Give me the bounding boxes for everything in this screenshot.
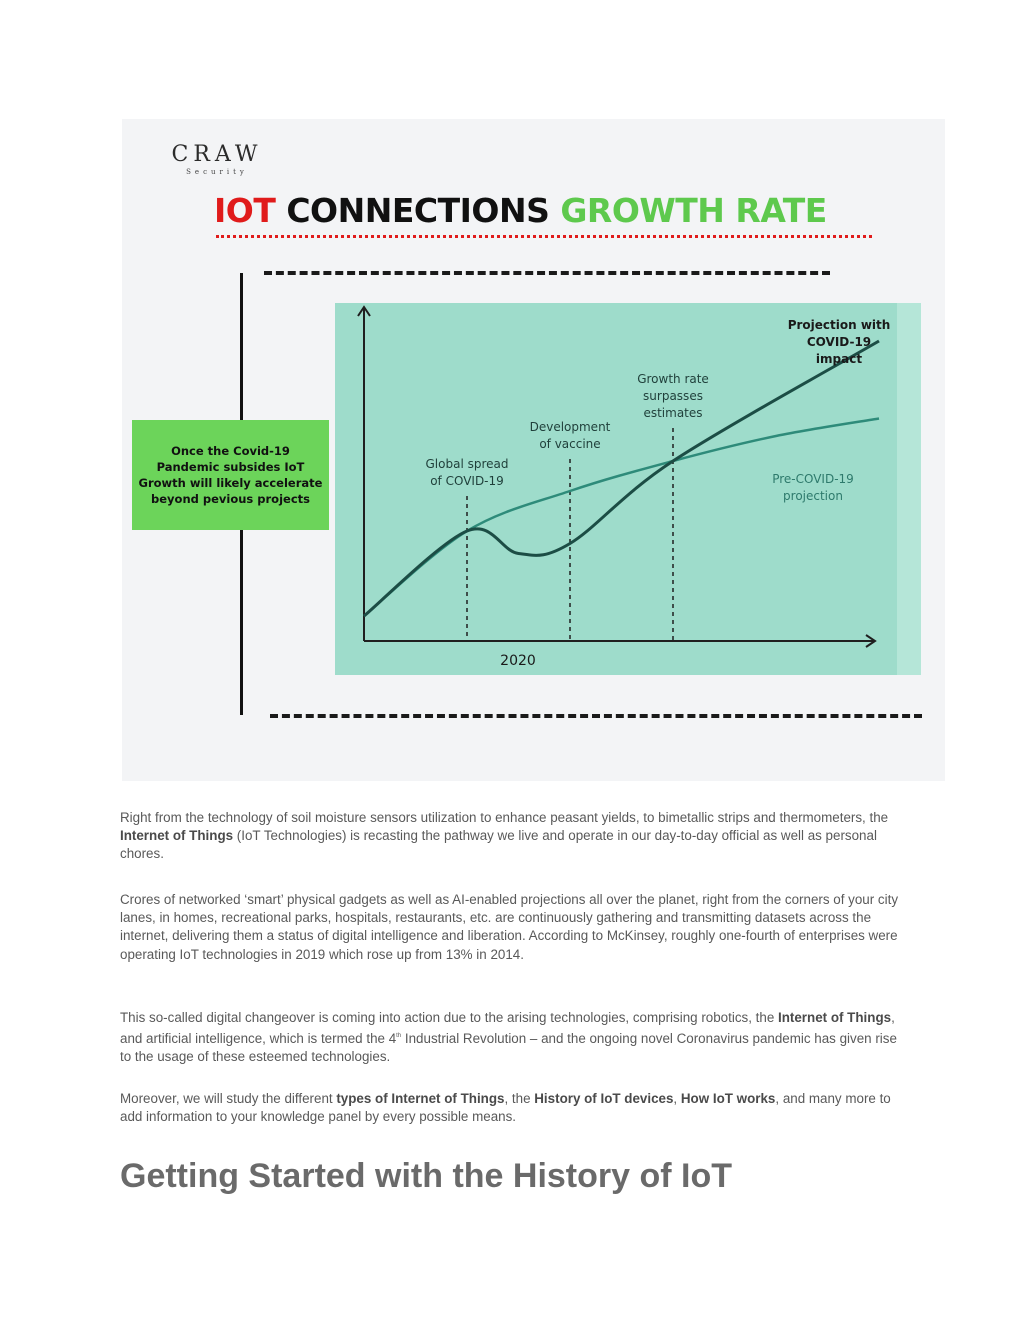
- brand-logo: [167, 142, 267, 177]
- p4-text-a: Moreover, we will study the different: [120, 1091, 337, 1106]
- x-tick-label-2020: 2020: [500, 653, 536, 669]
- annotation-label-1: Global spread of COVID-19: [425, 457, 509, 488]
- annotation-label-2: Development of vaccine: [529, 420, 611, 451]
- p1-text-a: Right from the technology of soil moisture sensors utilization to enhance peasant yields, to bimetallic strips and thermometers, the: [120, 810, 889, 825]
- callout-box: [132, 420, 329, 530]
- headline-part-1: IOT: [214, 191, 276, 230]
- p4-bold-types: types of Internet of Things: [336, 1091, 505, 1106]
- p3-text-a: This so-called digital changeover is coming into action due to the arising technologies, comprising robotics, the: [120, 1010, 778, 1025]
- p3-bold: Internet of Things: [778, 1010, 892, 1025]
- p4-text-c: , the: [504, 1091, 535, 1106]
- brand-subtitle: Security: [186, 168, 248, 176]
- p4-bold-history: History of IoT devices: [534, 1091, 674, 1106]
- dashed-divider-top: [264, 271, 830, 275]
- paragraph-3: [120, 1009, 910, 1067]
- infographic-headline: [214, 191, 827, 231]
- annotation-label-3: Growth rate surpasses estimates: [637, 372, 709, 420]
- infographic-figure: [122, 119, 945, 781]
- p3-superscript: th: [396, 1033, 402, 1040]
- p1-bold: Internet of Things: [120, 828, 234, 844]
- dashed-divider-bottom: [270, 714, 922, 718]
- growth-chart-svg: [335, 303, 921, 675]
- p3-text-c: , and artificial intelligence, which is termed the 4: [120, 1010, 895, 1047]
- growth-chart: [335, 303, 921, 675]
- p3-text-d: Industrial Revolution – and the ongoing novel Coronavirus pandemic has given rise to the usage of these esteemed technologies.: [120, 1031, 897, 1065]
- paragraph-4: [120, 1090, 910, 1126]
- p4-text-g: , and many more to add information to your knowledge panel by every possible means.: [120, 1091, 891, 1125]
- headline-part-3: GROWTH RATE: [560, 191, 827, 230]
- p4-text-e: ,: [673, 1091, 681, 1106]
- brand-name: CRAW: [171, 142, 263, 167]
- p1-text-c: (IoT Technologies) is recasting the pathway we live and operate in our day-to-day official as well as personal chores.: [120, 828, 877, 862]
- headline-part-2: CONNECTIONS: [286, 191, 550, 230]
- label-pre-covid-projection: Pre-COVID-19 projection: [772, 472, 854, 503]
- label-projection-with-covid: Projection with COVID-19 impact: [787, 318, 891, 366]
- paragraph-2: Crores of networked ‘smart’ physical gadgets as well as AI-enabled projections all over the planet, right from the corners of your city lanes, in homes, recreational parks, hospitals, restaurants, etc. are continuously gathering and transmitting datasets across the internet, delivering them a status of digital intelligence and liberation. According to McKinsey, roughly one-fourth of enterprises were operating IoT technologies in 2019 which rose up from 13% in 2014.: [120, 892, 899, 962]
- callout-text: Once the Covid-19 Pandemic subsides IoT Growth will likely accelerate beyond pevious projects: [138, 444, 323, 506]
- section-heading: Getting Started with the History of IoT: [120, 1157, 732, 1195]
- headline-dotted-rule: [216, 235, 872, 238]
- paragraph-1: [120, 809, 910, 864]
- p4-bold-how: How IoT works: [680, 1091, 776, 1106]
